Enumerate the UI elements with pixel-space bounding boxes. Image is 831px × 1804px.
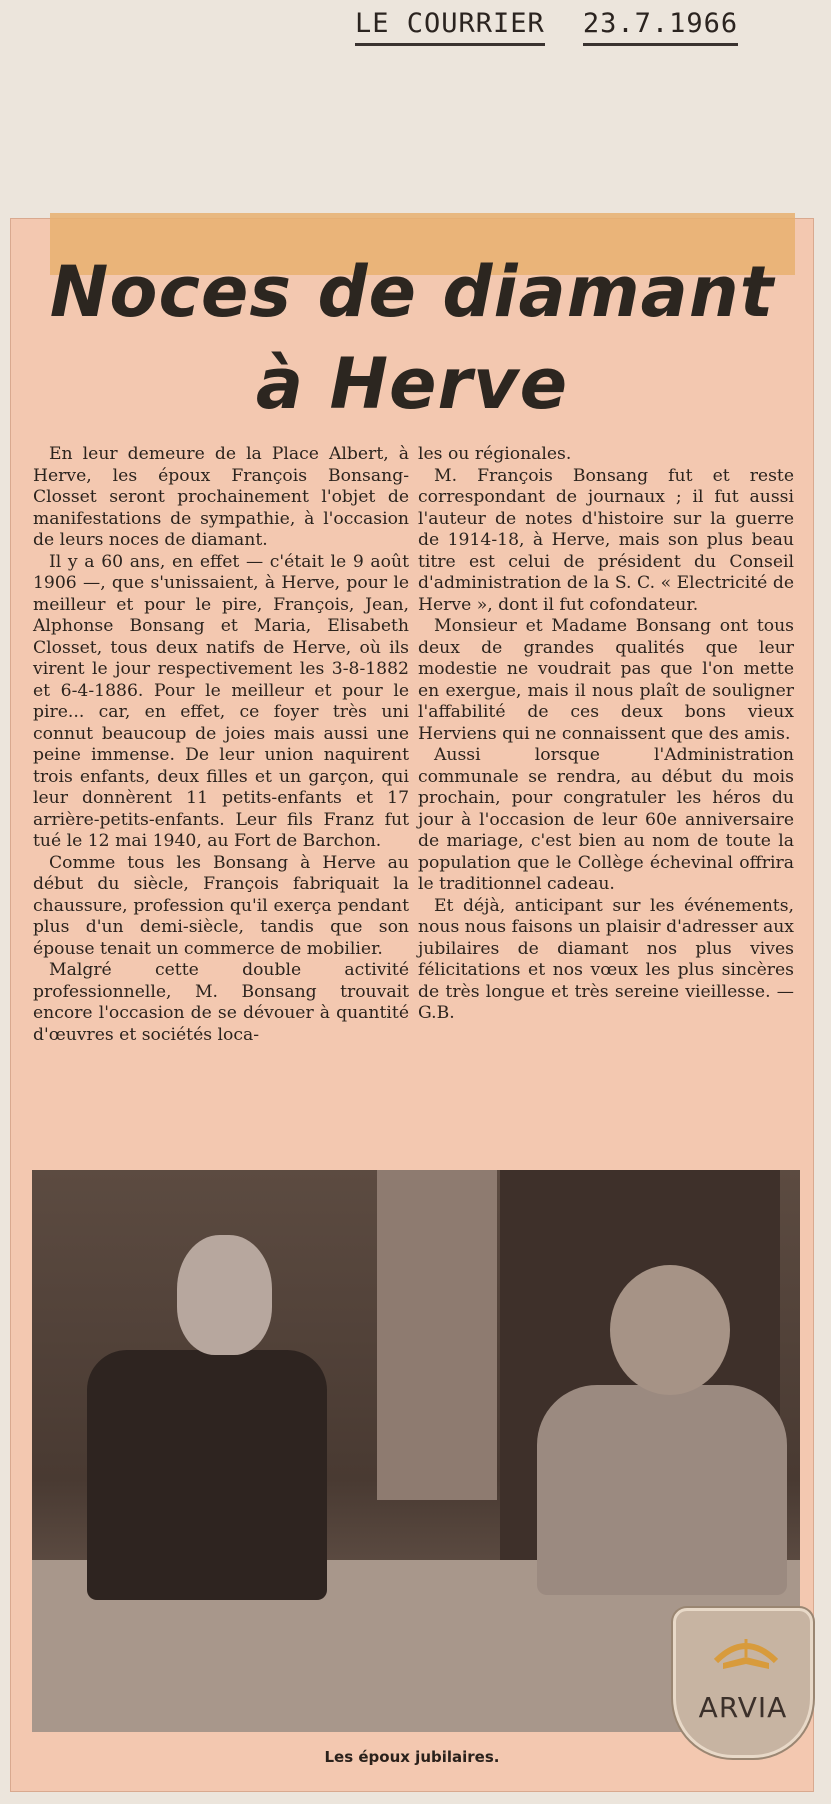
watermark-label: ARVIA [698, 1691, 788, 1724]
article-column-right [418, 444, 794, 1025]
arvia-watermark [673, 1608, 813, 1758]
open-book-icon [711, 1631, 781, 1671]
photo-wall [377, 1170, 497, 1500]
paragraph: Malgré cette double activité professionnelle, M. Bonsang trouvait encore l'occasion de se dévouer à quantité d'œuvres et sociétés loca- [33, 960, 409, 1045]
publication-date: 23.7.1966 [583, 8, 738, 46]
article-column-left [33, 444, 409, 1046]
paragraph: Et déjà, anticipant sur les événements, nous nous faisons un plaisir d'adresser aux jubilaires de diamant nos plus vives félicitations et nos vœux les plus sincères de très longue et très sereine vieillesse. — G.B. [418, 895, 794, 1023]
paragraph: M. François Bonsang fut et reste correspondant de journaux ; il fut aussi l'auteur de notes d'histoire sur la guerre de 1914-18, à Herve, mais son plus beau titre est celui de président du Conseil d'administration de la S. C. « Electricité de Herve », dont il fut cofondateur. [418, 465, 794, 615]
photo-husband-head [177, 1235, 272, 1355]
photo-wife-head [610, 1265, 730, 1395]
clipping-stamp [355, 8, 738, 46]
paragraph: En leur demeure de la Place Albert, à Herve, les époux François Bonsang-Closset seront prochainement l'objet de manifestations de sympathie, à l'occasion de leurs noces de diamant. [33, 444, 409, 550]
paragraph: Il y a 60 ans, en effet — c'était le 9 août 1906 —, que s'unissaient, à Herve, pour le meilleur et pour le pire, François, Jean, Alphonse Bonsang et Maria, Elisabeth Closset, tous deux natifs de Herve, où ils virent le jour respectivement les 3-8-1882 et 6-4-1886. Pour le meilleur et pour le pire... car, en effet, ce foyer très uni connut beaucoup de joies mais aussi une peine immense. De leur union naquirent trois enfants, deux filles et un garçon, qui leur donnèrent 11 petits-enfants et 17 arrière-petits-enfants. Leur fils Franz fut tué le 12 mai 1940, au Fort de Barchon. [33, 551, 409, 851]
article-headline [10, 246, 814, 430]
newspaper-name: LE COURRIER [355, 8, 545, 46]
photo-wife [537, 1385, 787, 1595]
paragraph: Monsieur et Madame Bonsang ont tous deux de grandes qualités que leur modestie ne voudrait pas que l'on mette en exergue, mais il nous plaît de souligner l'affabilité de ces deux bons vieux Herviens qui ne connaissent que des amis. [418, 616, 794, 744]
paragraph-continuation: les ou régionales. [418, 444, 572, 464]
newspaper-clipping [10, 218, 814, 1792]
photo-husband [87, 1350, 327, 1600]
paragraph: Aussi lorsque l'Administration communale se rendra, au début du mois prochain, pour congratuler les héros du jour à l'occasion de leur 60e anniversaire de mariage, c'est bien au nom de toute la population que le Collège échevinal offrira le traditionnel cadeau. [418, 745, 794, 894]
headline-line-1: Noces de diamant [49, 251, 775, 333]
photo-caption: Les époux jubilaires. [324, 1748, 500, 1766]
paragraph: Comme tous les Bonsang à Herve au début du siècle, François fabriquait la chaussure, profession qu'il exerça pendant plus d'un demi-siècle, tandis que son épouse tenait un commerce de mobilier. [33, 852, 409, 959]
headline-line-2: à Herve [255, 343, 569, 425]
